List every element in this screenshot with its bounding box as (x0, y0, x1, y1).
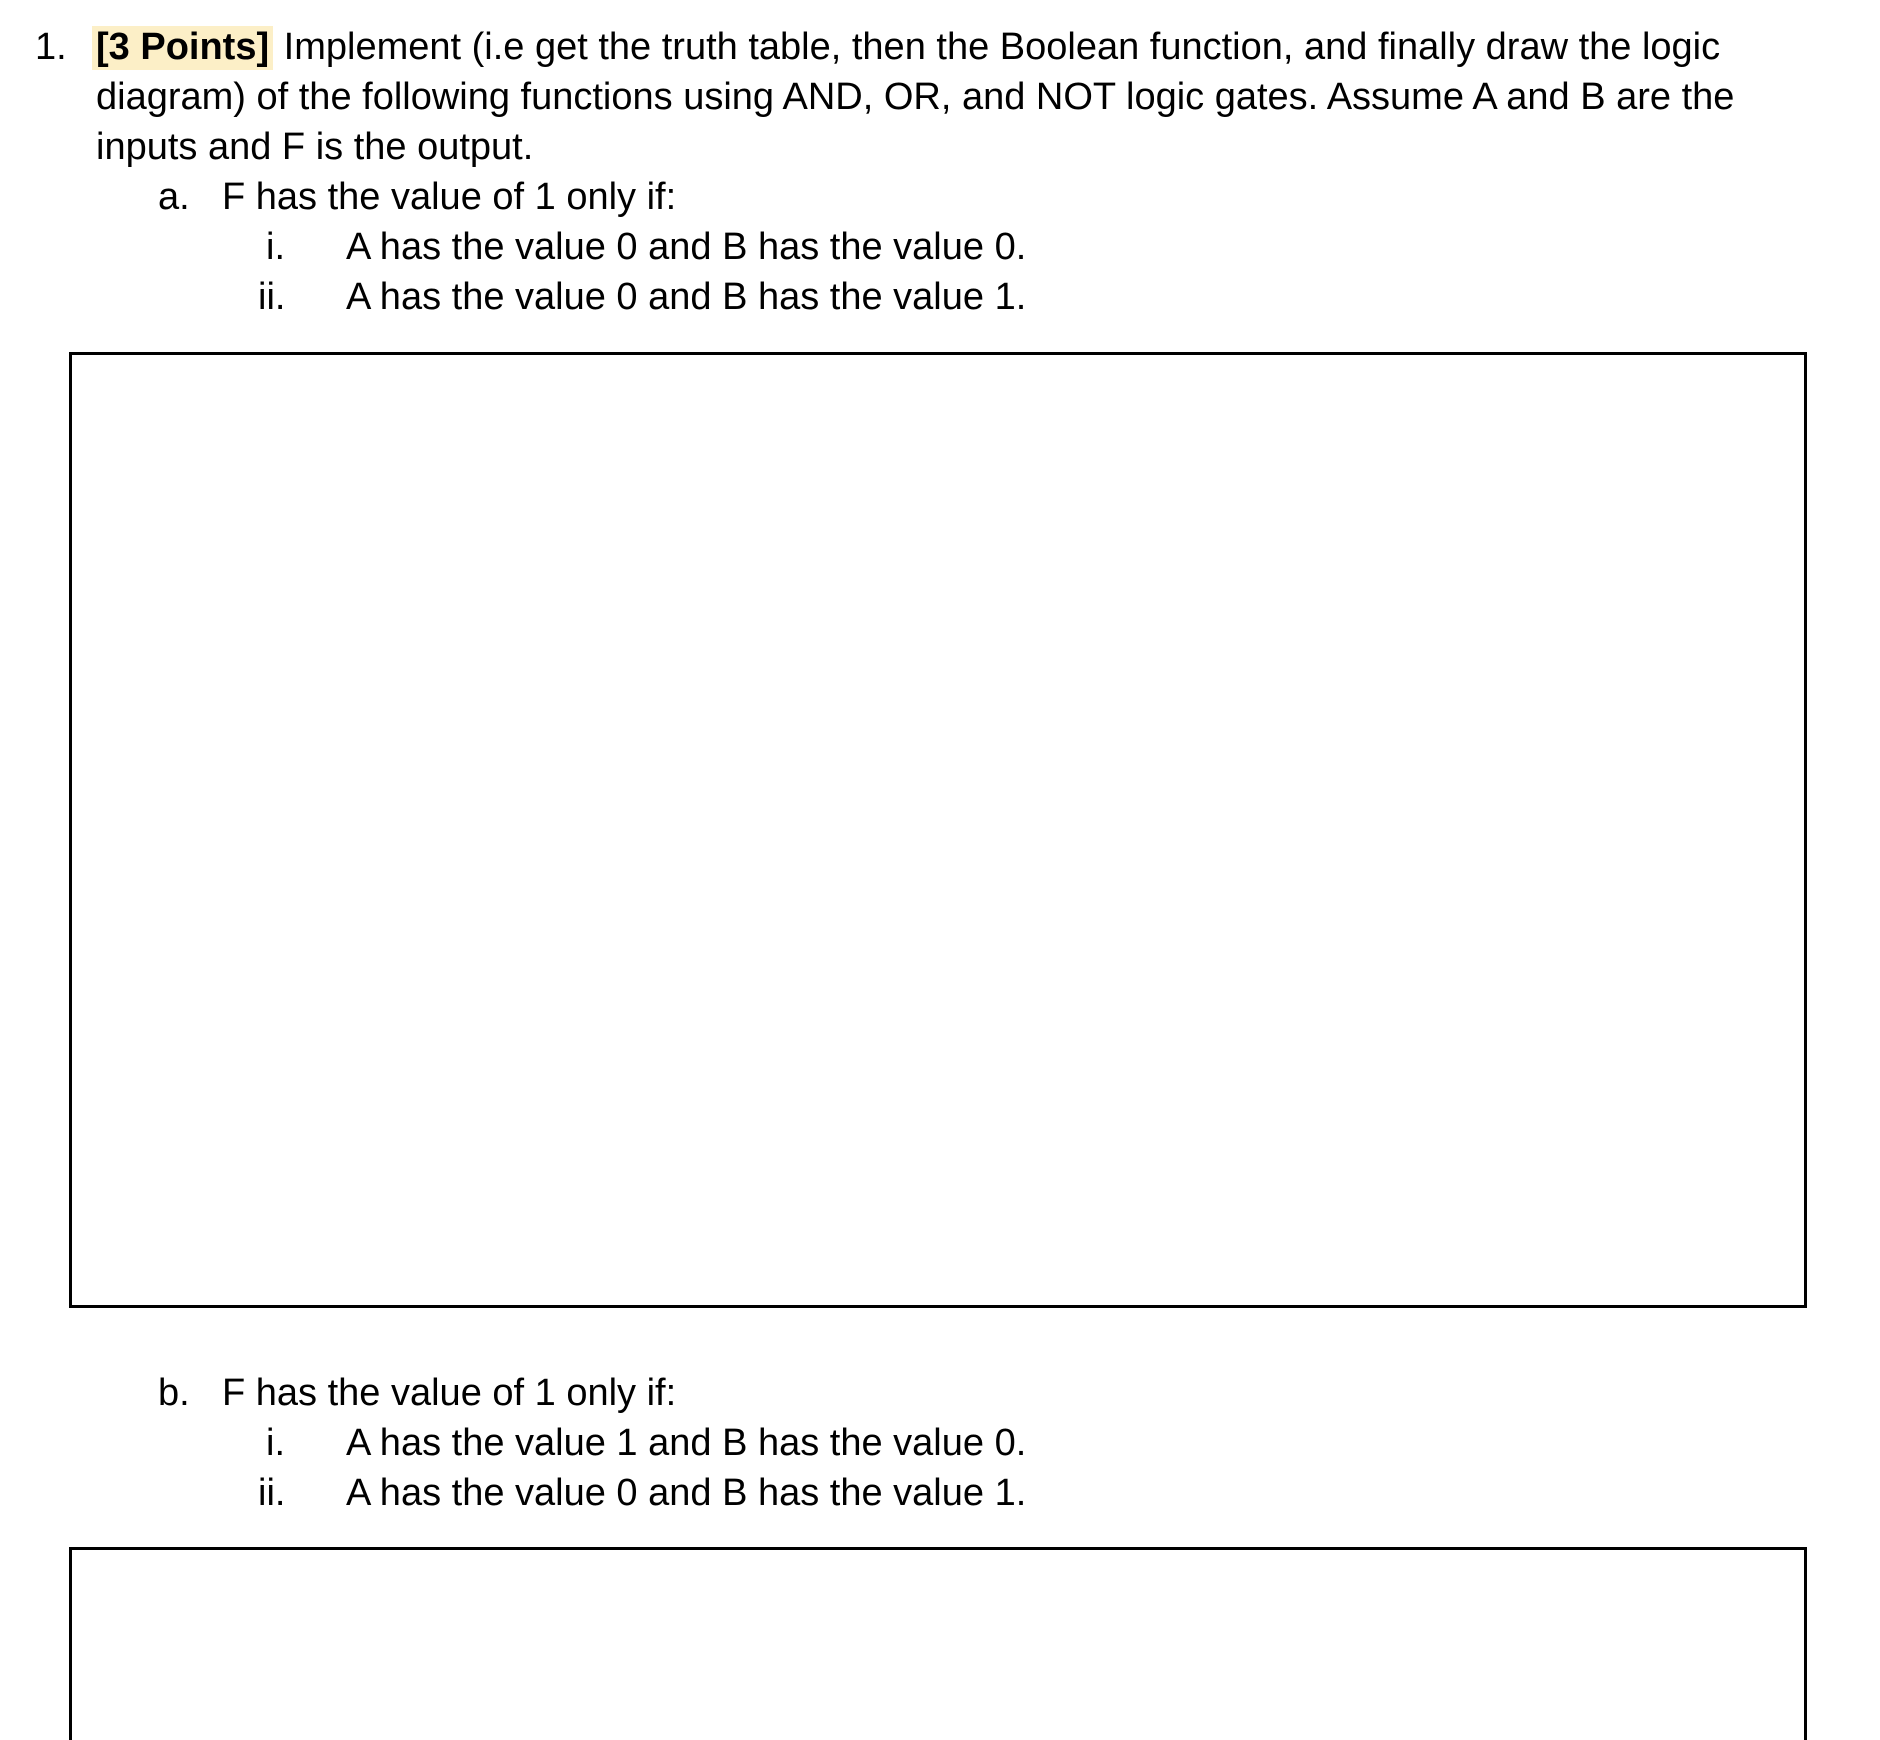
question-number: 1. (35, 26, 67, 68)
part-a-text: F has the value of 1 only if: (222, 176, 677, 218)
answer-box-b[interactable] (69, 1547, 1807, 1740)
part-b-condition-2-text: A has the value 0 and B has the value 1. (346, 1472, 1027, 1514)
question-text-line-1: Implement (i.e get the truth table, then the Boolean function, and finally draw the logic (273, 26, 1721, 68)
points-label: [3 Points] (92, 26, 273, 70)
part-a-condition-2-number: ii. (258, 276, 286, 318)
part-b-condition-1-text: A has the value 1 and B has the value 0. (346, 1422, 1027, 1464)
part-b-condition-2-number: ii. (258, 1472, 286, 1514)
part-a-label: a. (158, 176, 190, 218)
part-a-condition-2-text: A has the value 0 and B has the value 1. (346, 276, 1027, 318)
question-text-line-2: diagram) of the following functions using AND, OR, and NOT logic gates. Assume A and B are the (96, 76, 1735, 118)
answer-box-a[interactable] (69, 352, 1807, 1308)
part-a-condition-1-text: A has the value 0 and B has the value 0. (346, 226, 1027, 268)
part-a-condition-1-number: i. (266, 226, 285, 268)
question-line-1 (96, 28, 1720, 66)
part-b-condition-1-number: i. (266, 1422, 285, 1464)
part-b-text: F has the value of 1 only if: (222, 1372, 677, 1414)
question-text-line-3: inputs and F is the output. (96, 126, 534, 168)
part-b-label: b. (158, 1372, 190, 1414)
